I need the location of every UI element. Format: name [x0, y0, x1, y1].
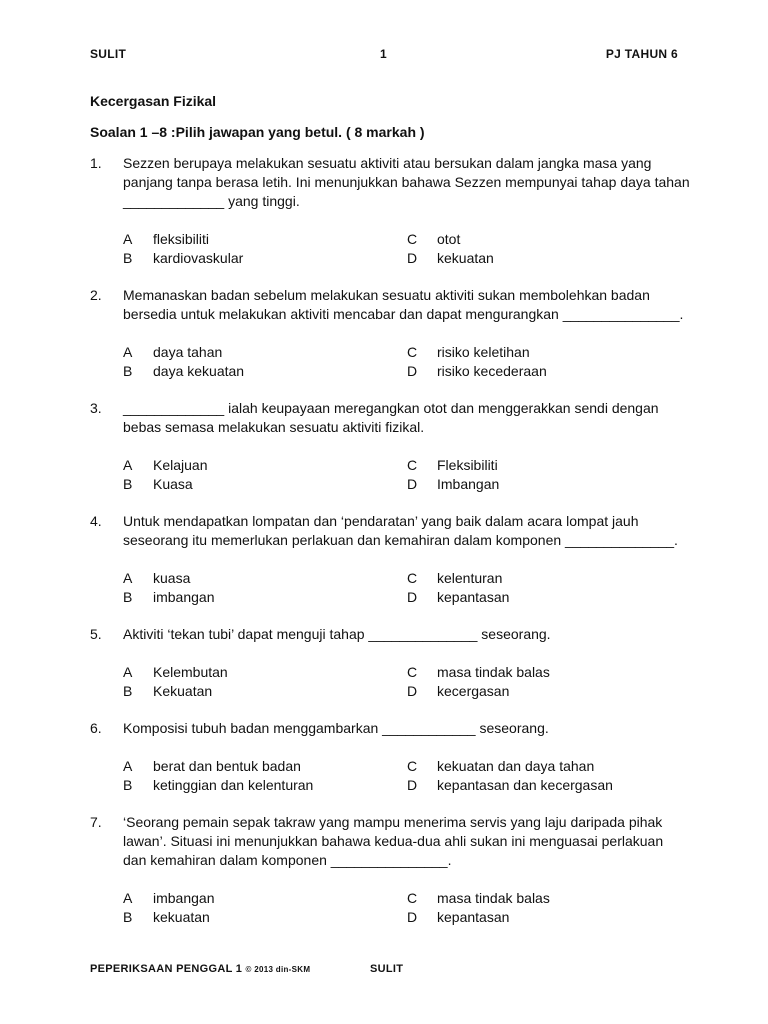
option-c: C risiko keletihan — [407, 344, 530, 360]
option-d: D kepantasan — [407, 909, 510, 925]
option-b: B daya kekuatan — [123, 363, 245, 379]
question-number: 6. — [90, 720, 102, 736]
option-d: D kepantasan dan kecergasan — [407, 777, 613, 793]
option-c: C Fleksibiliti — [407, 457, 498, 473]
instruction-text: Soalan 1 –8 :Pilih jawapan yang betul. ( 8 markah ) — [90, 124, 425, 140]
options — [123, 456, 690, 494]
question-text: Komposisi tubuh badan menggambarkan ____________ seseorang. — [123, 720, 549, 736]
option-c: C kekuatan dan daya tahan — [407, 758, 595, 774]
option-a: A daya tahan — [123, 344, 223, 360]
question-7 — [90, 813, 690, 927]
question-2 — [90, 286, 690, 381]
options — [123, 230, 690, 268]
question-text: _____________ ialah keupayaan meregangkan otot dan menggerakkan sendi dengan bebas semasa melakukan sesuatu aktiviti fizikal. — [123, 400, 659, 435]
option-d: D kekuatan — [407, 250, 494, 266]
option-c: C otot — [407, 231, 461, 247]
option-b: B Kuasa — [123, 476, 193, 492]
question-number: 3. — [90, 400, 102, 416]
option-c: C kelenturan — [407, 570, 503, 586]
footer-exam-title — [90, 963, 310, 975]
options — [123, 569, 690, 607]
question-5 — [90, 625, 690, 701]
question-number: 7. — [90, 814, 102, 830]
option-c: C masa tindak balas — [407, 890, 550, 906]
question-text: Sezzen berupaya melakukan sesuatu aktiviti atau bersukan dalam jangka masa yang panjang tanpa berasa letih. Ini menunjukkan bahawa Sezzen mempunyai tahap daya tahan _____________ yang tinggi. — [123, 155, 690, 209]
option-d: D kepantasan — [407, 589, 510, 605]
option-b: B kardiovaskular — [123, 250, 244, 266]
option-b: B ketinggian dan kelenturan — [123, 777, 314, 793]
section-title: Kecergasan Fizikal — [90, 93, 217, 109]
option-a: A Kelembutan — [123, 664, 228, 680]
header-classification: SULIT — [90, 47, 127, 61]
option-d: D kecergasan — [407, 683, 510, 699]
question-1 — [90, 154, 690, 268]
option-a: A fleksibiliti — [123, 231, 210, 247]
question-number: 4. — [90, 513, 102, 529]
option-d: D risiko kecederaan — [407, 363, 547, 379]
footer-classification: SULIT — [370, 963, 404, 975]
question-6 — [90, 719, 690, 795]
question-number: 1. — [90, 155, 102, 171]
option-c: C masa tindak balas — [407, 664, 550, 680]
question-list — [90, 154, 690, 927]
option-a: A imbangan — [123, 890, 215, 906]
option-b: B imbangan — [123, 589, 215, 605]
question-3 — [90, 399, 690, 494]
option-a: A Kelajuan — [123, 457, 208, 473]
question-text: ‘Seorang pemain sepak takraw yang mampu menerima servis yang laju daripada pihak lawan’. Situasi ini menunjukkan bahawa kedua-dua ahli sukan ini menguasai perlakuan dan kemahiran dalam komponen _______________. — [123, 814, 664, 868]
option-a: A kuasa — [123, 570, 191, 586]
question-number: 5. — [90, 626, 102, 642]
header-subject: PJ TAHUN 6 — [605, 47, 678, 61]
options — [123, 663, 690, 701]
options — [123, 343, 690, 381]
option-b: B Kekuatan — [123, 683, 213, 699]
option-d: D Imbangan — [407, 476, 500, 492]
options — [123, 889, 690, 927]
page-number: 1 — [380, 47, 387, 61]
footer-copyright: © 2013 din-SKM — [245, 965, 311, 974]
option-b: B kekuatan — [123, 909, 210, 925]
question-text: Aktiviti ‘tekan tubi’ dapat menguji tahap ______________ seseorang. — [123, 626, 551, 642]
footer-exam-label: PEPERIKSAAN PENGGAL 1 — [90, 963, 243, 975]
question-text: Memanaskan badan sebelum melakukan sesuatu aktiviti sukan membolehkan badan bersedia untuk melakukan aktiviti mencabar dan dapat mengurangkan _______________. — [123, 287, 684, 322]
question-number: 2. — [90, 287, 102, 303]
question-text: Untuk mendapatkan lompatan dan ‘pendaratan’ yang baik dalam acara lompat jauh seseorang itu memerlukan perlakuan dan kemahiran dalam komponen ______________. — [123, 513, 678, 548]
question-4 — [90, 512, 690, 607]
option-a: A berat dan bentuk badan — [123, 758, 301, 774]
options — [123, 757, 690, 795]
